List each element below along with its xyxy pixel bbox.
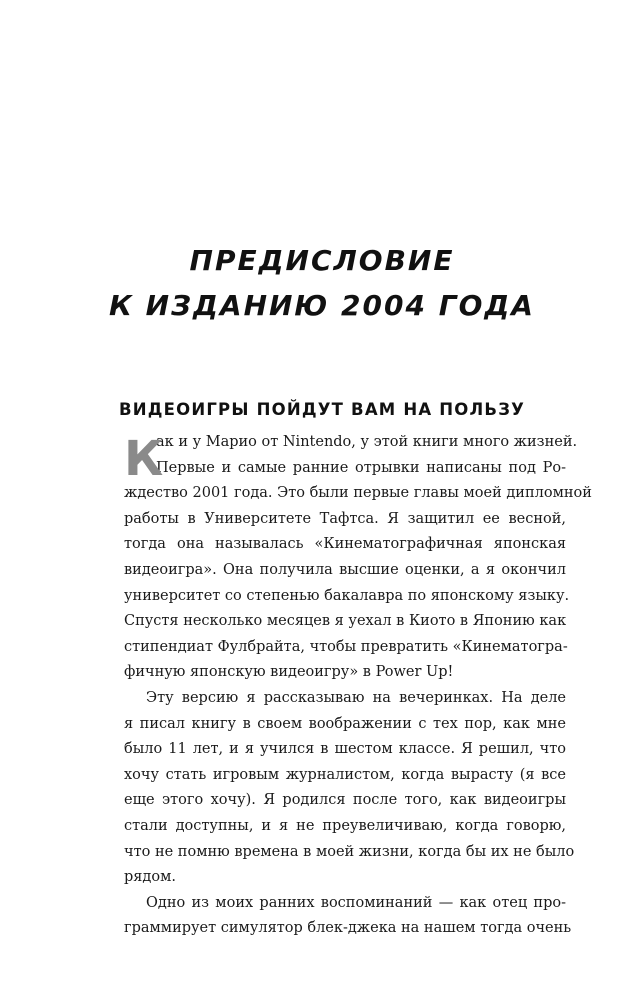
text-line: что не помню времена в моей жизни, когда бы их не было (124, 843, 575, 860)
text-line: я писал книгу в своем воображении с тех пор, как мне (124, 715, 566, 732)
body-text (124, 430, 592, 942)
chapter-title-line-1: ПРЕДИСЛОВИЕ (189, 244, 455, 277)
text-line: ждество 2001 года. Это были первые главы моей дипломной (124, 485, 592, 502)
text-line: хочу стать игровым журналистом, когда вырасту (я все (124, 766, 566, 783)
chapter-title (0, 238, 644, 328)
text-line: тогда она называлась «Кинематографичная японская (124, 536, 566, 553)
drop-cap: К (124, 431, 164, 487)
text-line: Эту версию я рассказываю на вечеринках. На деле (146, 689, 566, 706)
text-line: университет со степенью бакалавра по японскому языку. (124, 587, 570, 604)
text-line: видеоигра». Она получила высшие оценки, а я окончил (124, 561, 566, 578)
text-line: стали доступны, и я не преувеличиваю, когда говорю, (124, 817, 566, 834)
text-line: еще этого хочу). Я родился после того, как видеоигры (124, 792, 566, 809)
text-line: Спустя несколько месяцев я уехал в Киото в Японию как (124, 613, 567, 630)
text-line: Первые и самые ранние отрывки написаны под Ро- (156, 459, 566, 476)
section-heading: ВИДЕОИГРЫ ПОЙДУТ ВАМ НА ПОЛЬЗУ (118, 400, 526, 419)
text-line: рядом. (124, 869, 176, 886)
text-line: ак и у Марио от Nintendo, у этой книги много жизней. (156, 434, 578, 450)
text-line: стипендиат Фулбрайта, чтобы превратить «Кинематогра- (124, 638, 568, 655)
text-line: Одно из моих ранних воспоминаний — как отец про- (146, 894, 566, 911)
text-line: работы в Университете Тафтса. Я защитил ее весной, (124, 510, 566, 527)
text-line: фичную японскую видеоигру» в Power Up! (124, 664, 454, 681)
text-line: было 11 лет, и я учился в шестом классе. Я решил, что (124, 741, 566, 758)
text-line: граммирует симулятор блек-джека на нашем тогда очень (124, 920, 572, 937)
chapter-title-line-2: К ИЗДАНИЮ 2004 ГОДА (109, 289, 535, 322)
